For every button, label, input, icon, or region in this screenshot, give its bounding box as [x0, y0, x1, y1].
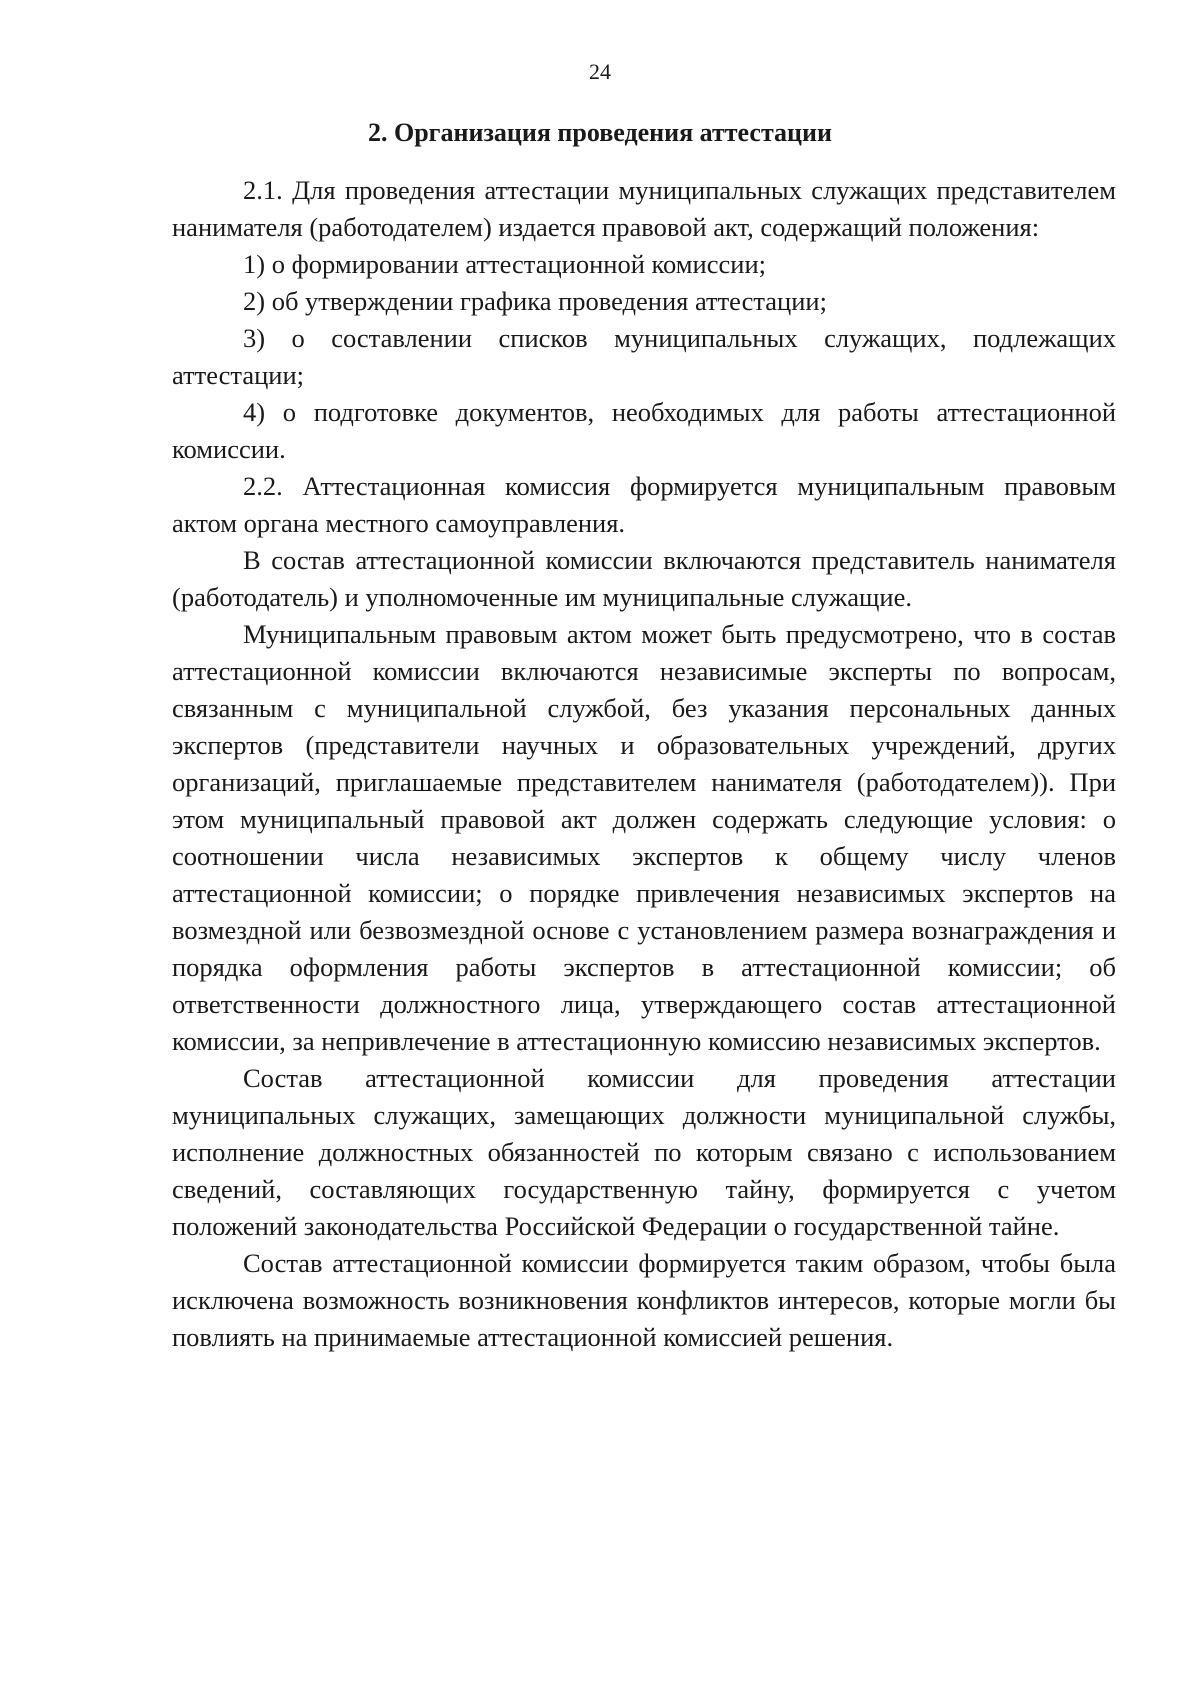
page-number: 24	[589, 59, 611, 84]
paragraph-2-2: 2.2. Аттестационная комиссия формируется муниципальным правовым актом органа местного самоуправления.	[172, 471, 1116, 538]
list-item-1: 1) о формировании аттестационной комиссии;	[243, 249, 766, 279]
list-item-4: 4) о подготовке документов, необходимых для работы аттестационной комиссии.	[172, 397, 1116, 464]
paragraph-2-1: 2.1. Для проведения аттестации муниципальных служащих представителем нанимателя (работодателем) издается правовой акт, содержащий положения:	[172, 175, 1116, 242]
list-item-2: 2) об утверждении графика проведения аттестации;	[243, 286, 827, 316]
paragraph-state-secret: Состав аттестационной комиссии для проведения аттестации муниципальных служащих, замещающих должности муниципальной службы, исполнение должностных обязанностей по которым связано с использованием сведений, составляющих государственную тайну, формируется с учетом положений законодательства Российской Федерации о государственной тайне.	[172, 1063, 1116, 1241]
section-title: 2. Организация проведения аттестации	[368, 118, 832, 147]
list-item-3: 3) о составлении списков муниципальных служащих, подлежащих аттестации;	[172, 323, 1116, 390]
paragraph-commission-membership: В состав аттестационной комиссии включаются представитель нанимателя (работодатель) и уполномоченные им муниципальные служащие.	[172, 545, 1116, 612]
paragraph-conflict-of-interest: Состав аттестационной комиссии формируется таким образом, чтобы была исключена возможность возникновения конфликтов интересов, которые могли бы повлиять на принимаемые аттестационной комиссией решения.	[172, 1248, 1116, 1352]
body-text	[172, 172, 1116, 1356]
paragraph-independent-experts: Муниципальным правовым актом может быть предусмотрено, что в состав аттестационной комиссии включаются независимые эксперты по вопросам, связанным с муниципальной службой, без указания персональных данных экспертов (представители научных и образовательных учреждений, других организаций, приглашаемые представителем нанимателя (работодателем)). При этом муниципальный правовой акт должен содержать следующие условия: о соотношении числа независимых экспертов к общему числу членов аттестационной комиссии; о порядке привлечения независимых экспертов на возмездной или безвозмездной основе с установлением размера вознаграждения и порядка оформления работы экспертов в аттестационной комиссии; об ответственности должностного лица, утверждающего состав аттестационной комиссии, за непривлечение в аттестационную комиссию независимых экспертов.	[172, 619, 1116, 1056]
